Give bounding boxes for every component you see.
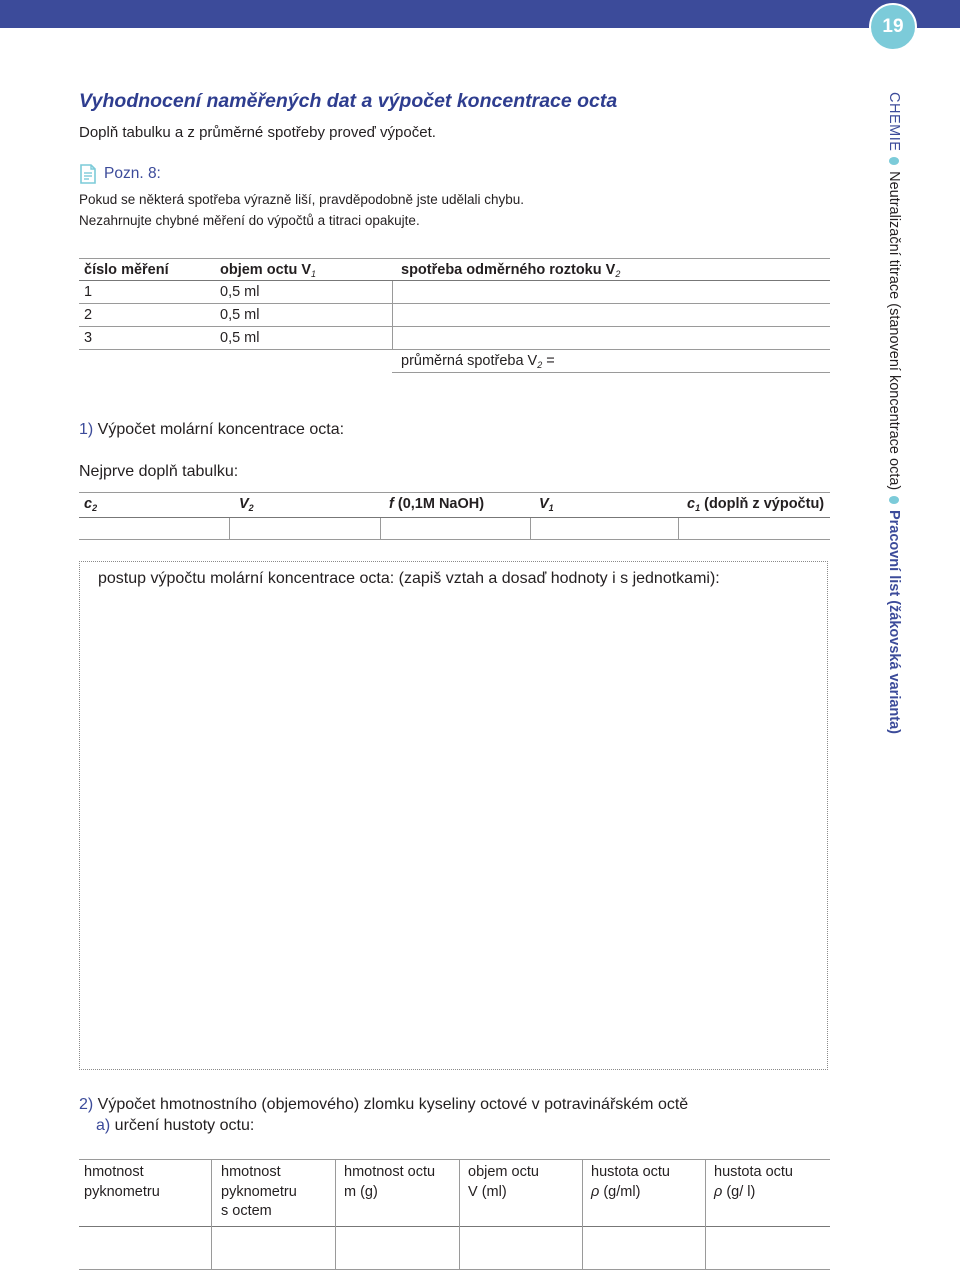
header-measurement-number: číslo měření — [84, 262, 169, 278]
header-vinegar-volume: objem octu $V_1$ — [220, 262, 317, 279]
row-number: 3 — [84, 330, 93, 346]
header-pycnometer-mass: hmotnost pyknometru — [84, 1164, 160, 1200]
column-divider — [705, 1160, 706, 1228]
calculation-table — [79, 492, 830, 540]
header-vinegar-mass: hmotnost octu m (g) — [344, 1164, 436, 1200]
measurement-table — [79, 258, 830, 373]
header-vinegar-volume: objem octu V (ml) — [468, 1164, 539, 1200]
table-row — [79, 304, 830, 327]
column-divider — [459, 1227, 460, 1270]
note-document-icon — [79, 164, 97, 184]
header-c1: $c_1$ (doplň z výpočtu) — [687, 496, 825, 513]
header-titrant-consumption: spotřeba odměrného roztoku $V_2$ — [401, 262, 621, 279]
note-heading — [79, 163, 161, 185]
note-line-1: Pokud se některá spotřeba výrazně liší, pravděpodobně jste udělali chybu. — [79, 192, 525, 207]
row-number: 2 — [84, 307, 93, 323]
page-number-badge: 19 — [869, 3, 917, 51]
side-dot-icon — [889, 157, 899, 165]
column-divider — [392, 304, 393, 327]
side-dot-icon — [889, 496, 899, 504]
header-density-g-ml: hustota octu ρ (g/ml) — [591, 1164, 670, 1200]
section-title: Vyhodnocení naměřených dat a výpočet koncentrace octa — [79, 90, 618, 112]
column-divider — [335, 1160, 336, 1228]
column-divider — [582, 1227, 583, 1270]
row-volume: 0,5 ml — [220, 307, 260, 323]
header-v2: $V_2$ — [239, 496, 254, 513]
fill-table-instruction: Nejprve doplň tabulku: — [79, 463, 239, 480]
header-c2: $c_2$ — [84, 496, 98, 513]
column-divider — [211, 1227, 212, 1270]
column-divider — [392, 281, 393, 304]
question-1: 1) Výpočet molární koncentrace octa: — [79, 421, 345, 438]
column-divider — [211, 1160, 212, 1228]
header-v1: $V_1$ — [539, 496, 554, 513]
note-line-2: Nezahrnujte chybné měření do výpočtů a titraci opakujte. — [79, 213, 420, 228]
side-running-header — [884, 92, 904, 734]
table-row — [79, 327, 830, 350]
column-divider — [582, 1160, 583, 1228]
column-divider — [705, 1227, 706, 1270]
column-divider — [229, 518, 230, 540]
calculation-table-row — [79, 518, 830, 540]
column-divider — [380, 518, 381, 540]
column-divider — [392, 327, 393, 350]
column-divider — [678, 518, 679, 540]
average-row — [79, 350, 830, 373]
measurement-table-header — [79, 258, 830, 281]
side-topic: Neutralizační titrace (stanovení koncentrace octa) — [886, 171, 902, 491]
header-pycnometer-with-vinegar: hmotnost pyknometru s octem — [221, 1164, 297, 1219]
header-factor: f (0,1M NaOH) — [389, 496, 485, 512]
density-table-header — [79, 1159, 830, 1227]
density-table-row — [79, 1227, 830, 1270]
row-volume: 0,5 ml — [220, 284, 260, 300]
intro-text: Doplň tabulku a z průměrné spotřeby proveď výpočet. — [79, 124, 436, 141]
calculation-table-header — [79, 492, 830, 518]
side-subject: CHEMIE — [886, 92, 902, 152]
column-divider — [459, 1160, 460, 1228]
density-table — [79, 1159, 830, 1270]
average-consumption-label: průměrná spotřeba $V_2$ = — [401, 353, 555, 370]
question-2a: a) určení hustoty octu: — [96, 1117, 255, 1134]
column-divider — [530, 518, 531, 540]
table-row — [79, 281, 830, 304]
row-number: 1 — [84, 284, 93, 300]
average-underline — [392, 372, 830, 373]
row-volume: 0,5 ml — [220, 330, 260, 346]
column-divider — [335, 1227, 336, 1270]
question-2: 2) Výpočet hmotnostního (objemového) zlomku kyseliny octové v potravinářském octě — [79, 1096, 689, 1113]
header-density-g-l: hustota octu ρ (g/ l) — [714, 1164, 793, 1200]
note-title: Pozn. 8: — [104, 165, 161, 182]
top-bar — [0, 0, 960, 28]
procedure-instruction: postup výpočtu molární koncentrace octa: (zapiš vztah a dosaď hodnoty i s jednotkami): — [98, 570, 720, 587]
side-sheet-type: Pracovní list (žákovská varianta) — [886, 509, 902, 734]
answer-box[interactable] — [79, 561, 828, 1070]
